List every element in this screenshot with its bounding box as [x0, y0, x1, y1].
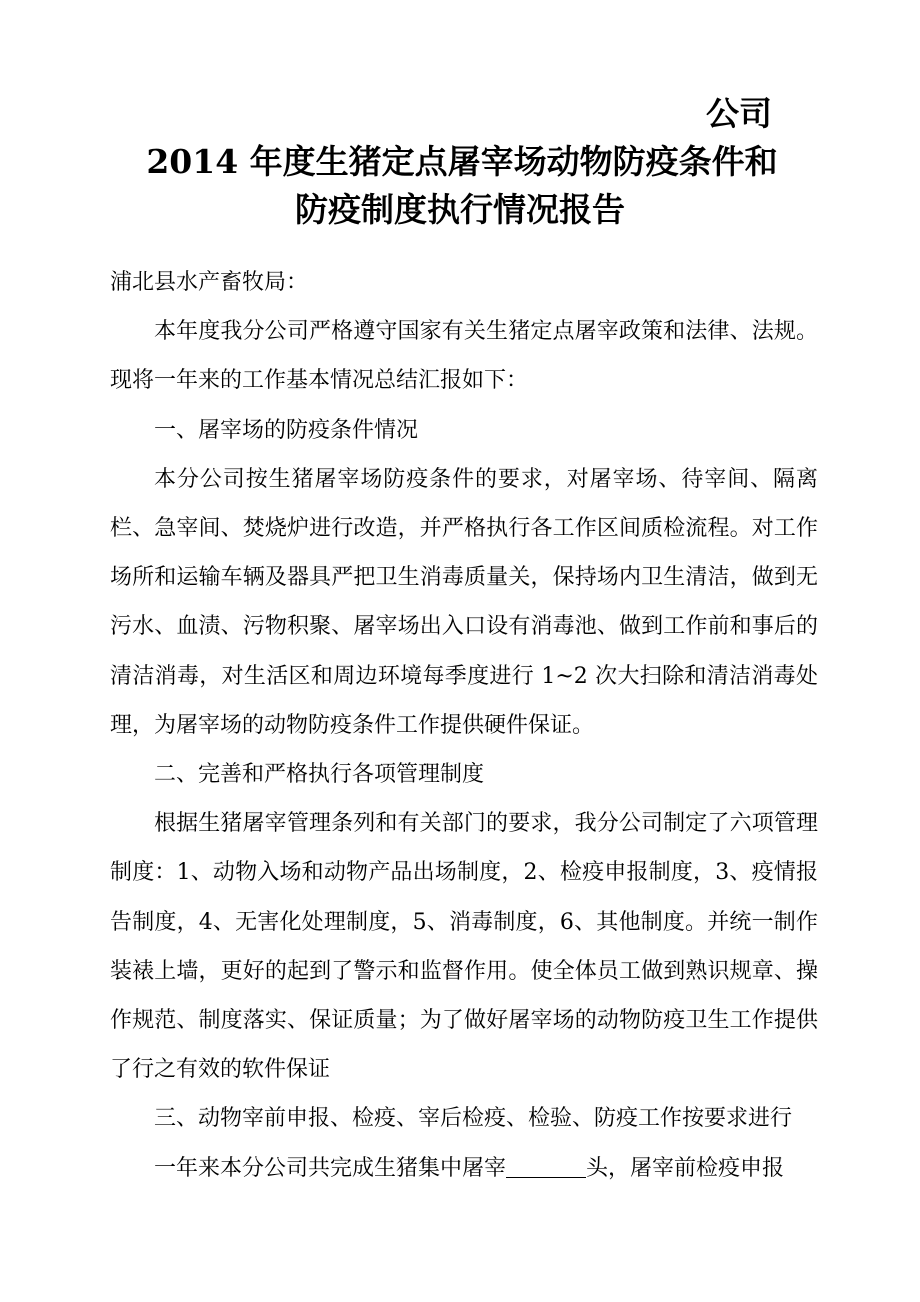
report-title-line-1: 2014 年度生猪定点屠宰场动物防疫条件和 — [146, 142, 778, 181]
section-3-paragraph — [110, 1144, 818, 1193]
section-2-paragraph: 根据生猪屠宰管理条列和有关部门的要求，我分公司制定了六项管理制度：1、动物入场和动物产品出场制度，2、检疫申报制度，3、疫情报告制度，4、无害化处理制度，5、消毒制度，6、其他制度。并统一制作装裱上墙，更好的起到了警示和监督作用。使全体员工做到熟识规章、操作规范、制度落实、保证质量；为了做好屠宰场的动物防疫卫生工作提供了行之有效的软件保证 — [110, 811, 818, 1083]
section-3-text-after: 头，屠宰前检疫申报 — [586, 1155, 785, 1181]
section-3-text-before: 一年来本分公司共完成生猪集中屠宰 — [154, 1155, 507, 1181]
section-3-heading: 三、动物宰前申报、检疫、宰后检疫、检验、防疫工作按要求进行 — [154, 1106, 793, 1132]
company-heading: 公司 — [706, 94, 772, 133]
slaughter-count-blank — [506, 1155, 586, 1178]
section-2-heading: 二、完善和严格执行各项管理制度 — [154, 762, 485, 788]
salutation: 浦北县水产畜牧局： — [110, 270, 309, 295]
section-1-paragraph: 本分公司按生猪屠宰场防疫条件的要求，对屠宰场、待宰间、隔离栏、急宰间、焚烧炉进行改造，并严格执行各工作区间质检流程。对工作场所和运输车辆及器具严把卫生消毒质量关，保持场内卫生清洁，做到无污水、血渍、污物积聚、屠宰场出入口设有消毒池、做到工作前和事后的清洁消毒，对生活区和周边环境每季度进行 1~2 次大扫除和清洁消毒处理，为屠宰场的动物防疫条件工作提供硬件保证。 — [110, 466, 818, 738]
section-1-heading: 一、屠宰场的防疫条件情况 — [154, 417, 419, 443]
report-body — [110, 258, 818, 1193]
intro-paragraph: 本年度我分公司严格遵守国家有关生猪定点屠宰政策和法律、法规。现将一年来的工作基本情况总结汇报如下： — [110, 319, 818, 394]
report-title-line-2: 防疫制度执行情况报告 — [295, 190, 625, 229]
